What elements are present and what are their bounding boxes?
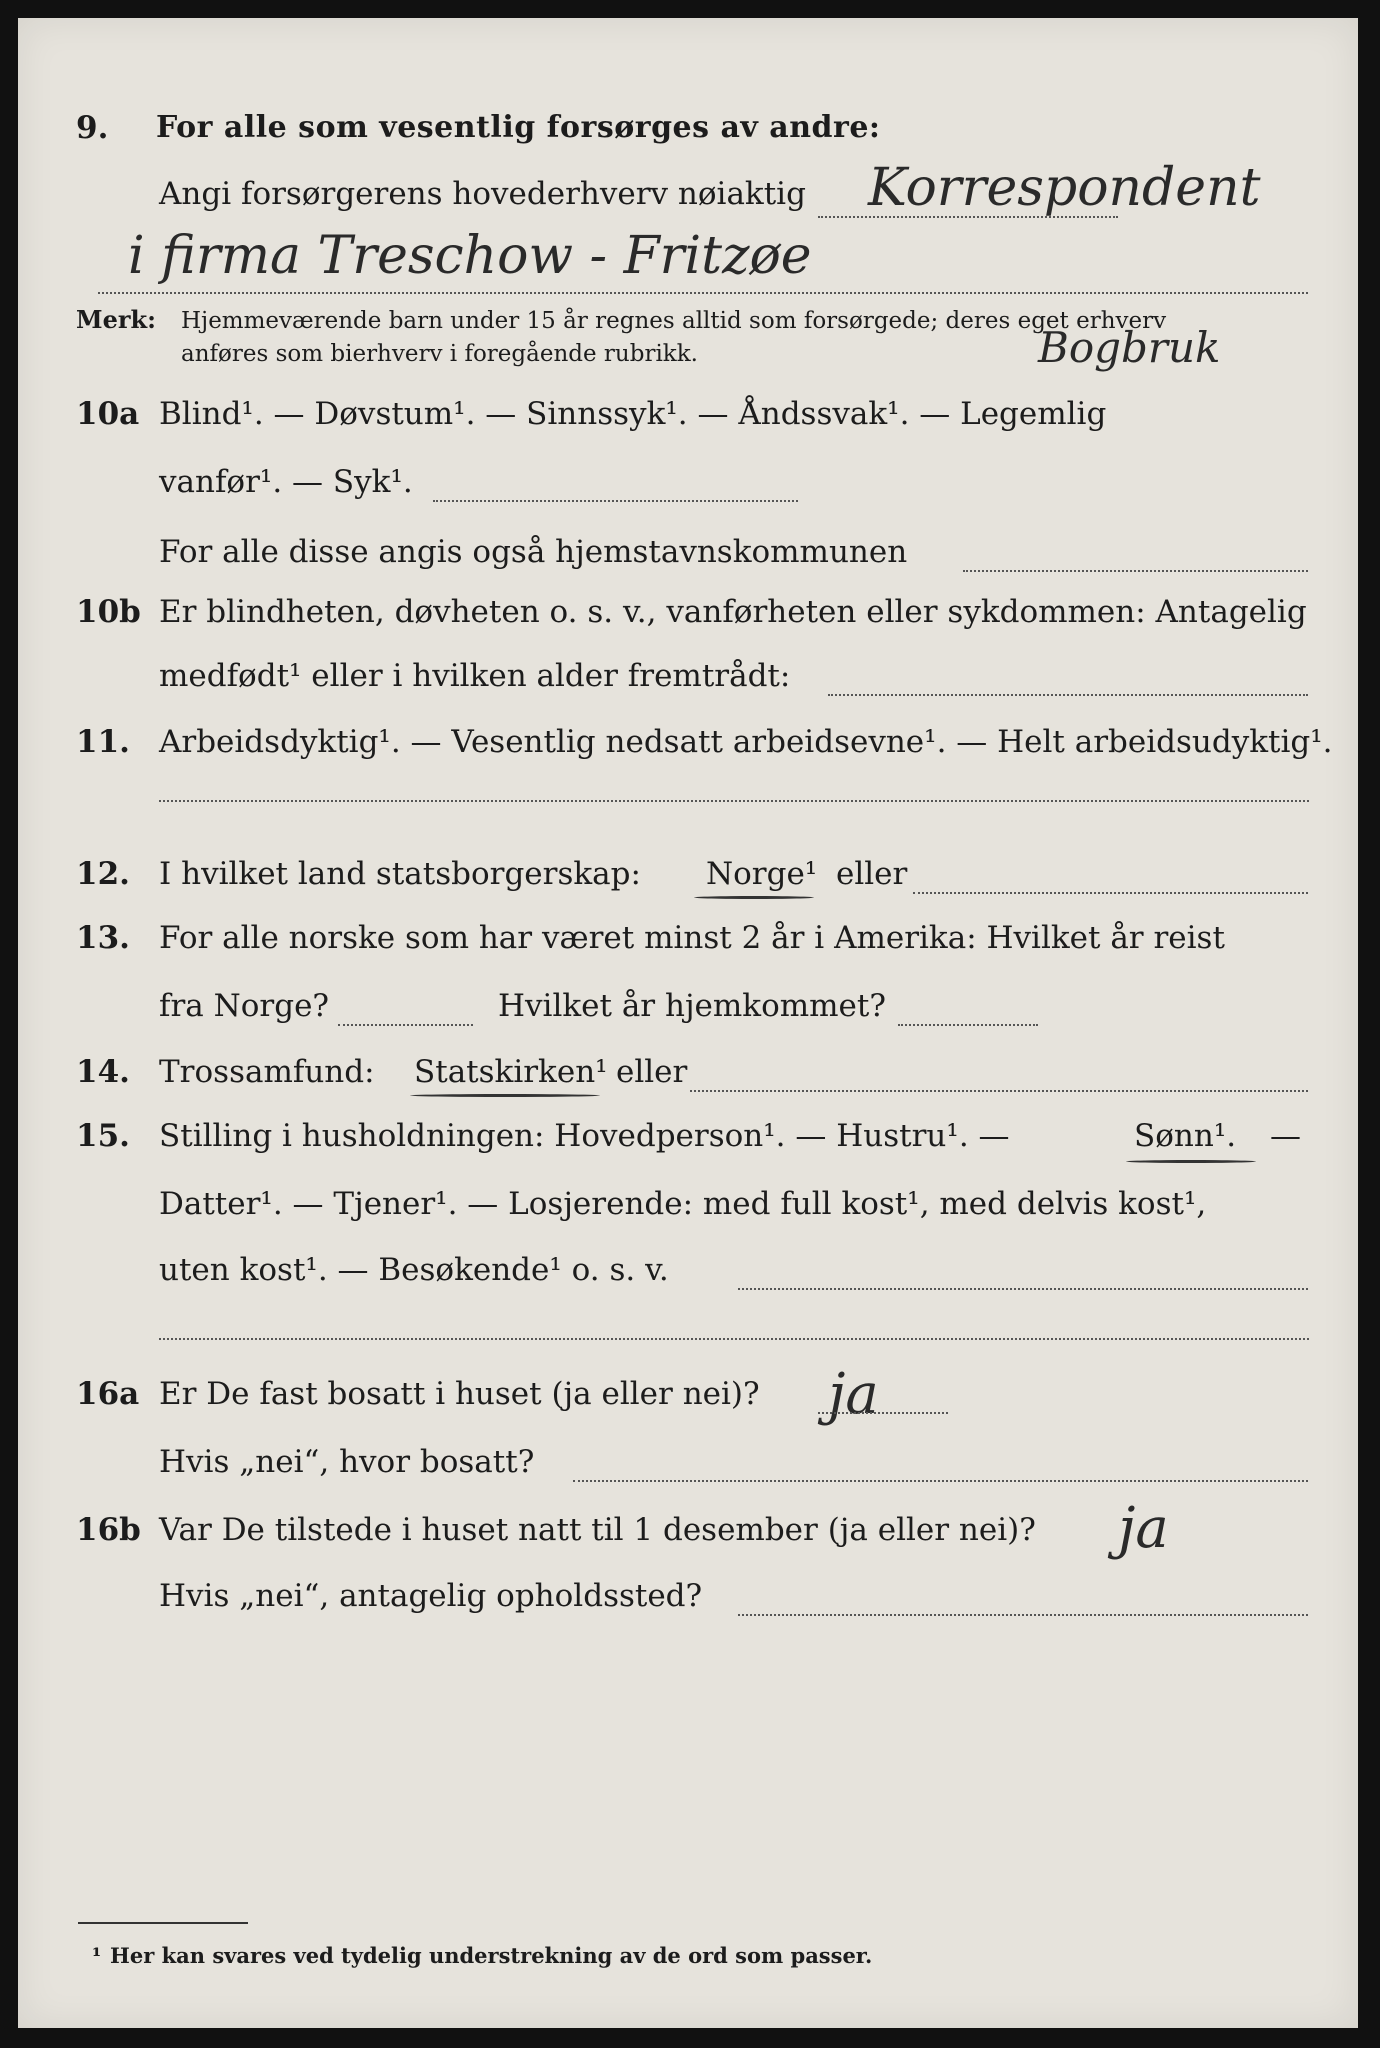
merk-handwritten-note: Bogbruk	[1038, 323, 1221, 372]
q15-option-sonn: Sønn¹.	[1134, 1118, 1237, 1154]
footnote-mark: ¹	[92, 1943, 102, 1968]
q13-number: 13.	[76, 920, 130, 956]
q14-number: 14.	[76, 1054, 130, 1090]
q13-returned-year-line	[898, 1024, 1038, 1026]
footnote-rule	[78, 1922, 248, 1924]
q10a-line3: For alle disse angis også hjemstavnskommunen	[159, 534, 908, 570]
q13-left-year-line	[338, 1024, 473, 1026]
q12-question: I hvilket land statsborgerskap:	[159, 856, 641, 892]
q14-statskirken-underline	[410, 1094, 600, 1097]
q16a-where: Hvis „nei“, hvor bosatt?	[159, 1444, 535, 1480]
q10a-line2: vanfør¹. — Syk¹.	[159, 464, 413, 500]
q12-option-norge: Norge¹	[706, 856, 818, 892]
q9-answer-handwritten-1: Korrespondent	[868, 158, 1261, 218]
q10a-line1: Blind¹. — Døvstum¹. — Sinnssyk¹. — Åndssvak¹. — Legemlig	[159, 396, 1107, 432]
q11-line1: Arbeidsdyktig¹. — Vesentlig nedsatt arbeidsevne¹. — Helt arbeidsudyktig¹.	[159, 724, 1333, 760]
merk-line2: anføres som bierhverv i foregående rubrikk.	[181, 341, 698, 367]
q15-line2: Datter¹. — Tjener¹. — Losjerende: med full kost¹, med delvis kost¹,	[159, 1186, 1207, 1222]
merk-line1: Hjemmeværende barn under 15 år regnes alltid som forsørgede; deres eget erhverv	[181, 308, 1167, 334]
q10a-number: 10a	[76, 396, 140, 432]
footnote-text: Her kan svares ved tydelig understrekning av de ord som passer.	[110, 1943, 873, 1968]
q10a-home-municipality-line	[963, 570, 1308, 572]
census-form-page	[18, 18, 1358, 2028]
q11-number: 11.	[76, 724, 130, 760]
q13-returned: Hvilket år hjemkommet?	[498, 988, 886, 1024]
q16a-answer-handwritten: ja	[828, 1362, 879, 1427]
q10b-number: 10b	[76, 594, 141, 630]
q9-answer-handwritten-2: i firma Treschow - Fritzøe	[128, 226, 812, 286]
q16a-number: 16a	[76, 1376, 140, 1412]
q15-number: 15.	[76, 1118, 130, 1154]
q15-dash: —	[1270, 1118, 1301, 1154]
q16b-where-line	[738, 1614, 1308, 1616]
q16b-number: 16b	[76, 1512, 141, 1548]
q16b-where: Hvis „nei“, antagelig opholdssted?	[159, 1578, 703, 1614]
q14-label: Trossamfund:	[159, 1054, 375, 1090]
q13-left-norway: fra Norge?	[159, 988, 330, 1024]
q12-number: 12.	[76, 856, 130, 892]
q13-line1: For alle norske som har været minst 2 år i Amerika: Hvilket år reist	[159, 920, 1225, 956]
q12-or: eller	[836, 856, 908, 892]
merk-text	[181, 305, 1166, 371]
q14-or: eller	[616, 1054, 688, 1090]
q12-other-line	[913, 892, 1308, 894]
q9-heading: For alle som vesentlig forsørges av andre:	[156, 110, 881, 145]
q16a-answer-line	[818, 1412, 948, 1414]
q15-sonn-underline	[1126, 1160, 1256, 1163]
q10b-age-line	[828, 694, 1308, 696]
q16b-answer-handwritten: ja	[1118, 1496, 1169, 1561]
q15-blank-line	[159, 1338, 1309, 1340]
q9-number: 9.	[76, 110, 109, 146]
q9-provider-label: Angi forsørgerens hovederhverv nøiaktig	[159, 176, 806, 212]
q11-blank-line	[159, 800, 1309, 802]
q9-answer-line	[98, 292, 1308, 294]
merk-label: Merk:	[76, 305, 156, 334]
q12-norge-underline	[694, 896, 814, 899]
q10b-line2: medfødt¹ eller i hvilken alder fremtrådt:	[159, 658, 791, 694]
q14-other-line	[690, 1090, 1308, 1092]
q16a-question: Er De fast bosatt i huset (ja eller nei)?	[159, 1376, 760, 1412]
q10b-line1: Er blindheten, døvheten o. s. v., vanførheten eller sykdommen: Antagelig	[159, 594, 1307, 630]
q14-option-statskirken: Statskirken¹	[414, 1054, 608, 1090]
q10a-sick-line	[433, 500, 798, 502]
q15-other-line	[738, 1288, 1308, 1290]
q16b-question: Var De tilstede i huset natt til 1 desember (ja eller nei)?	[159, 1512, 1036, 1548]
q15-line1a: Stilling i husholdningen: Hovedperson¹. — Hustru¹. —	[159, 1118, 1010, 1154]
q15-line3: uten kost¹. — Besøkende¹ o. s. v.	[159, 1252, 669, 1288]
q16a-where-line	[573, 1480, 1308, 1482]
